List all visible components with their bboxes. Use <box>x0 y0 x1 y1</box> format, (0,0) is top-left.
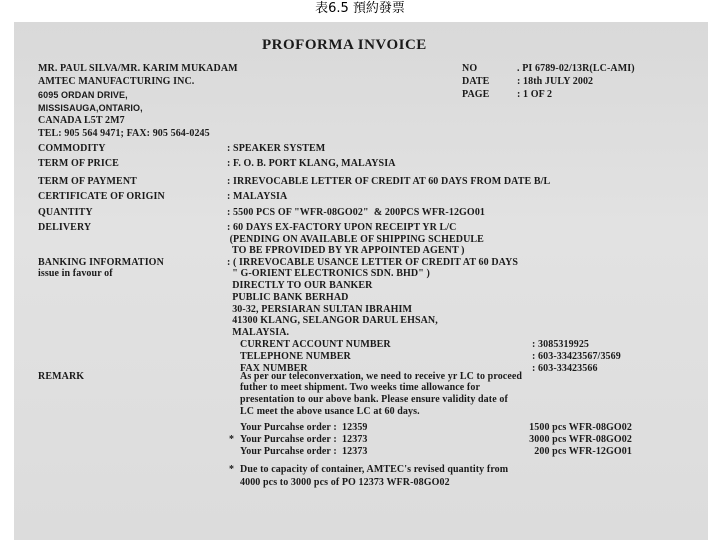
meta-label: DATE <box>462 76 490 87</box>
order-qty: 200 pcs WFR-12GO01 <box>534 446 632 457</box>
account-value: : 3085319925 <box>532 339 590 350</box>
fax-label: FAX NUMBER <box>240 363 308 374</box>
telephone-value: : 603-33423567/3569 <box>532 351 621 362</box>
field-value: : SPEAKER SYSTEM <box>227 143 326 154</box>
order-qty: 3000 pcs WFR-08GO02 <box>529 434 632 445</box>
account-label: CURRENT ACCOUNT NUMBER <box>240 339 391 350</box>
field-value: : 60 DAYS EX-FACTORY UPON RECEIPT YR L/C <box>227 222 457 233</box>
remark-line: futher to meet shipment. Two weeks time allowance for <box>240 382 480 393</box>
banking-line: " G-ORIENT ELECTRONICS SDN. BHD" ) <box>227 268 430 279</box>
remark-line: LC meet the above usance LC at 60 days. <box>240 406 420 417</box>
document-title: PROFORMA INVOICE <box>262 37 427 53</box>
field-label: COMMODITY <box>38 143 106 154</box>
note-line: 4000 pcs to 3000 pcs of PO 12373 WFR-08GO02 <box>240 477 450 488</box>
remark-line: presentation to our above bank. Please ensure validity date of <box>240 394 508 405</box>
banking-sublabel: issue in favour of <box>38 268 113 279</box>
banking-line: DIRECTLY TO OUR BANKER <box>227 280 373 291</box>
meta-value: . PI 6789-02/13R(LC-AMI) <box>517 63 635 74</box>
banking-line: : ( IRREVOCABLE USANCE LETTER OF CREDIT AT 60 DAYS <box>227 257 519 268</box>
banking-label: BANKING INFORMATION <box>38 257 164 268</box>
buyer-line: 6095 ORDAN DRIVE, <box>38 90 128 100</box>
meta-label: PAGE <box>462 89 490 100</box>
order-label: Your Purcahse order : 12373 <box>240 446 368 457</box>
order-mark: * <box>229 434 235 445</box>
meta-value: : 18th JULY 2002 <box>517 76 594 87</box>
telephone-label: TELEPHONE NUMBER <box>240 351 351 362</box>
meta-value: : 1 OF 2 <box>517 89 553 100</box>
remark-label: REMARK <box>38 371 85 382</box>
figure-caption: 表6.5 預約發票 <box>315 1 405 16</box>
field-label: QUANTITY <box>38 207 93 218</box>
buyer-line: MISSISAUGA,ONTARIO, <box>38 103 143 113</box>
field-label: TERM OF PRICE <box>38 158 119 169</box>
order-label: Your Purcahse order : 12373 <box>240 434 368 445</box>
banking-line: MALAYSIA. <box>227 327 290 338</box>
field-label: CERTIFICATE OF ORIGIN <box>38 191 165 202</box>
field-label: DELIVERY <box>38 222 92 233</box>
field-label: TERM OF PAYMENT <box>38 176 137 187</box>
order-qty: 1500 pcs WFR-08GO02 <box>529 422 632 433</box>
buyer-line: CANADA L5T 2M7 <box>38 115 125 126</box>
buyer-line: AMTEC MANUFACTURING INC. <box>38 76 195 87</box>
field-value: (PENDING ON AVAILABLE OF SHIPPING SCHEDULE <box>227 234 484 245</box>
order-label: Your Purcahse order : 12359 <box>240 422 368 433</box>
field-value: : F. O. B. PORT KLANG, MALAYSIA <box>227 158 396 169</box>
banking-line: PUBLIC BANK BERHAD <box>227 292 349 303</box>
note-line: Due to capacity of container, AMTEC's revised quantity from <box>240 464 509 475</box>
meta-label: NO <box>462 63 478 74</box>
banking-line: 30-32, PERSIARAN SULTAN IBRAHIM <box>227 304 412 315</box>
field-value: : 5500 PCS OF "WFR-08GO02" & 200PCS WFR-12GO01 <box>227 207 486 218</box>
remark-line: As per our teleconverxation, we need to receive yr LC to proceed <box>240 371 523 382</box>
fax-value: : 603-33423566 <box>532 363 598 374</box>
field-value: : IRREVOCABLE LETTER OF CREDIT AT 60 DAYS FROM DATE B/L <box>227 176 551 187</box>
field-value: : MALAYSIA <box>227 191 288 202</box>
banking-line: 41300 KLANG, SELANGOR DARUL EHSAN, <box>227 315 438 326</box>
buyer-line: MR. PAUL SILVA/MR. KARIM MUKADAM <box>38 63 238 74</box>
note-mark: * <box>229 464 235 475</box>
buyer-line: TEL: 905 564 9471; FAX: 905 564-0245 <box>38 128 210 139</box>
field-value: TO BE FPROVIDED BY YR APPOINTED AGENT ) <box>227 245 465 256</box>
